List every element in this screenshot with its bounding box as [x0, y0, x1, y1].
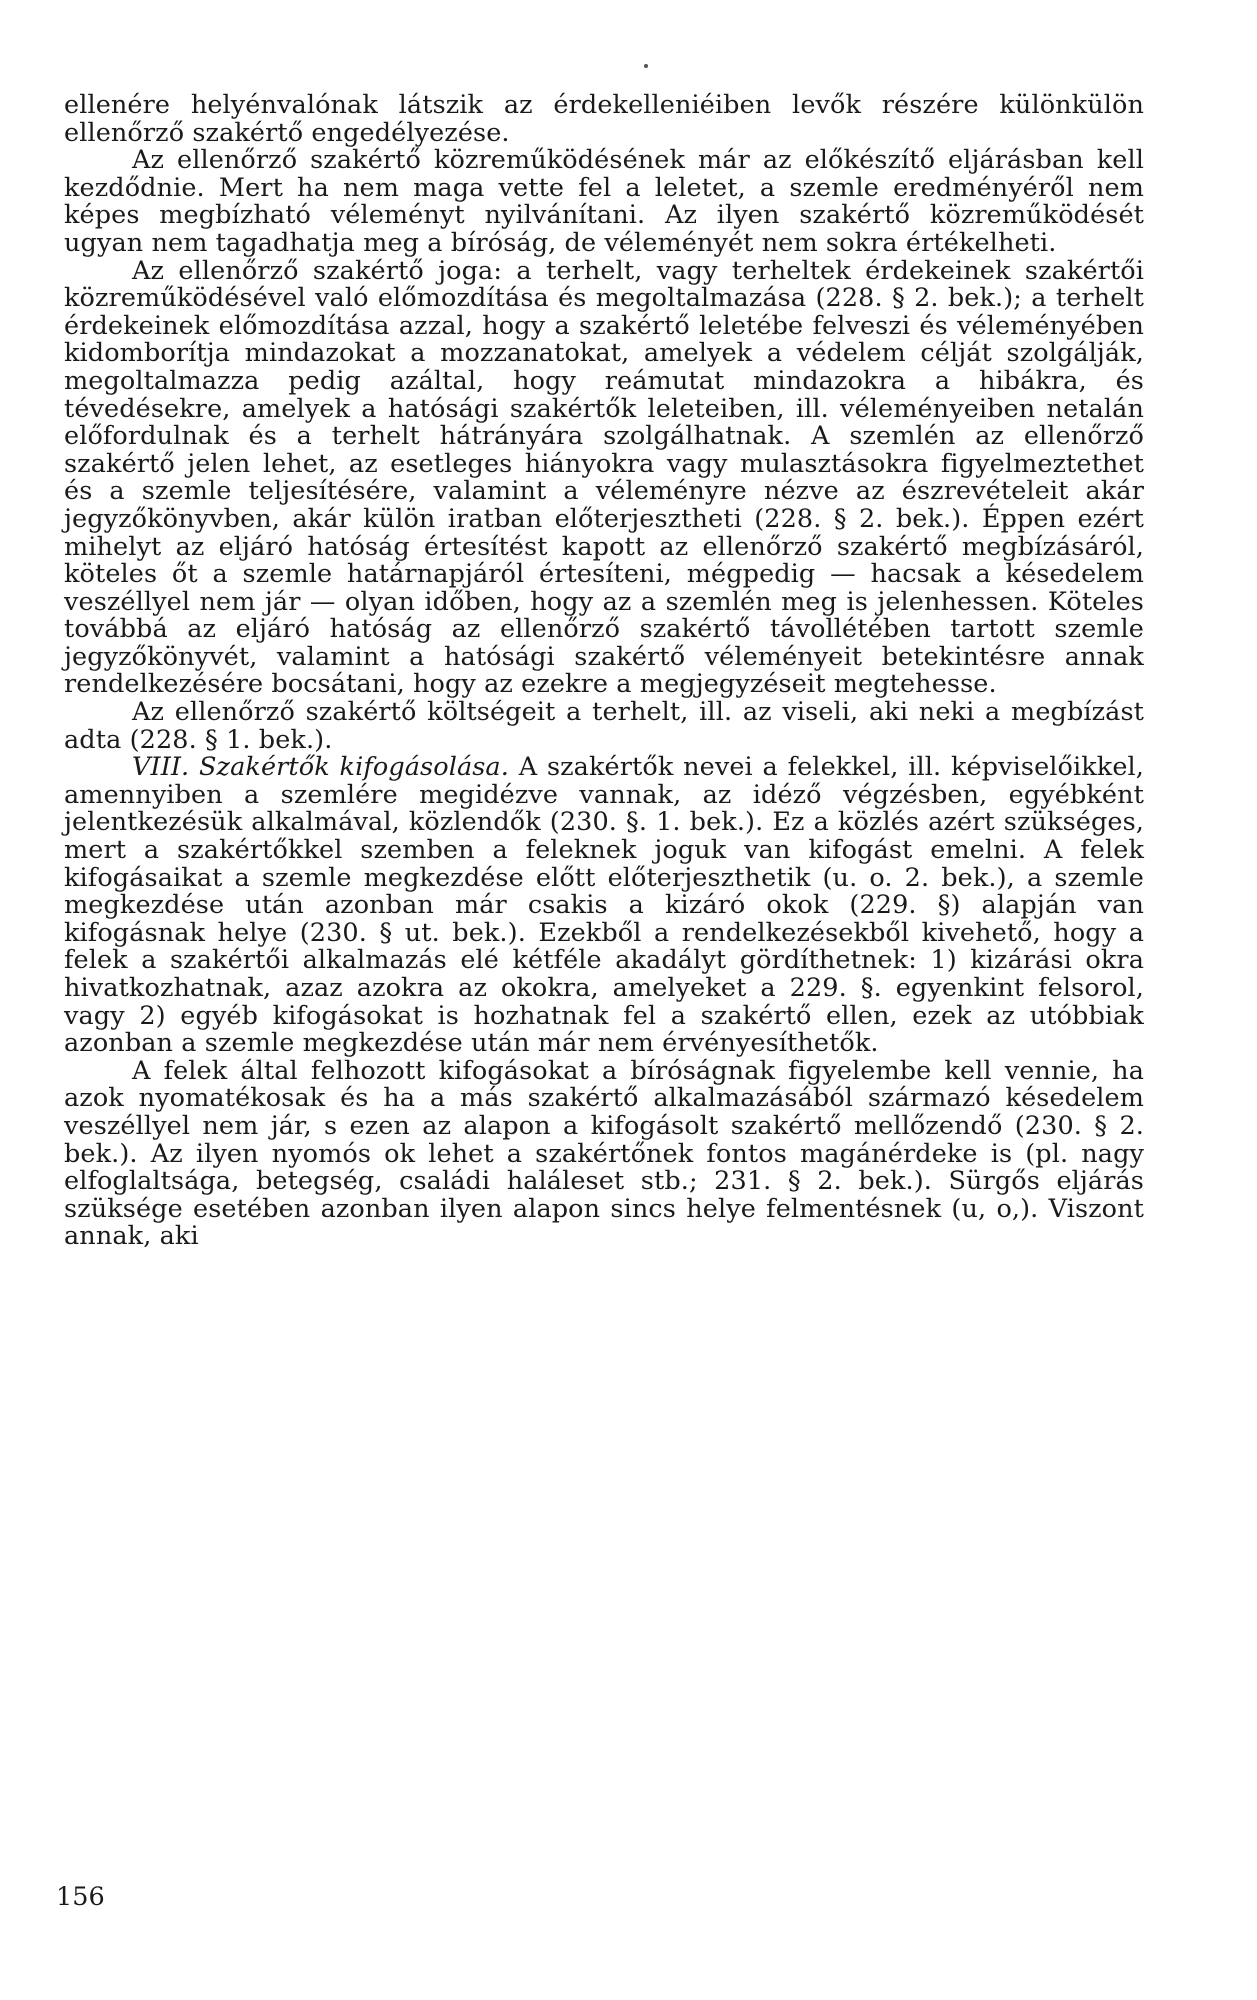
paragraph-text: Az ellenőrző szakértő joga: a terhelt, vagy terheltek érdekeinek szakértői közreműködésével való előmozdítása és megoltalmazása (228. § 2. bek.); a terhelt érdekeinek előmozdítása azzal, hogy a szakértő leletébe felveszi és véleményében kidomborítja mindazokat a mozzanatokat, amelyek a védelem célját szolgálják, megoltalmazza pedig azáltal, hogy reámutat mindazokra a hibákra, és tévedésekre, amelyek a hatósági szakértők leleteiben, ill. véleményeiben netalán előfordulnak és a terhelt hátrányára szolgálhatnak. A szemlén az ellenőrző szakértő jelen lehet, az esetleges hiányokra vagy mulasztásokra figyelmeztethet és a szemle teljesítésére, valamint a véleményre nézve az észrevételeit akár jegyzőkönyvben, akár külön iratban előterjesztheti (228. § 2. bek.). Éppen ezért mihelyt az eljáró hatóság értesítést kapott az ellenőrző szakértő megbízásáról, köteles őt a szemle határnapjáról értesíteni, mégpedig — hacsak a késedelem veszéllyel nem jár — olyan időben, hogy az a szemlén meg is jelenhessen. Köteles továbbá az eljáró hatóság az ellenőrző szakértő távollétében tartott szemle jegyzőkönyvét, valamint a hatósági szakértő véleményeit betekintésre annak rendelkezésére bocsátani, hogy az ezekre a megjegyzéseit megtehesse.: [64, 255, 1144, 700]
paragraph-1: [64, 92, 1144, 147]
paragraph-text: A felek által felhozott kifogásokat a bíróságnak figyelembe kell vennie, ha azok nyomatékosak és ha a más szakértő alkalmazásából származó késedelem veszéllyel nem jár, s ezen az alapon a kifogásolt szakértő mellőzendő (230. § 2. bek.). Az ilyen nyomós ok lehet a szakértőnek fontos magánérdeke is (pl. nagy elfoglaltsága, betegség, családi haláleset stb.; 231. § 2. bek.). Sürgős eljárás szüksége esetében azonban ilyen alapon sincs helye felmentésnek (u, o,). Viszont annak, aki: [64, 1055, 1144, 1252]
paragraph-3: [64, 255, 1144, 700]
paragraph-4: [64, 699, 1144, 754]
paragraph-text: ellenére helyénvalónak látszik az érdekelleniéiben levők részére különkülön ellenőrző szakértő engedélyezése.: [64, 90, 1144, 148]
paragraph-5: [64, 754, 1144, 1058]
page-number: 156: [56, 1882, 105, 1912]
paragraph-6: [64, 1055, 1144, 1252]
section-heading: VIII. Szakértők kifogásolása.: [132, 752, 509, 783]
page-body: [64, 92, 1144, 1251]
print-speck: [644, 64, 648, 68]
paragraph-text: A szakértők nevei a felekkel, ill. képviselőikkel, amennyiben a szemlére megidézve vannak, az idéző végzésben, egyébként jelentkezésük alkalmával, közlendők (230. §. 1. bek.). Ez a közlés azért szükséges, mert a szakértőkkel szemben a feleknek joguk van kifogást emelni. A felek kifogásaikat a szemle megkezdése előtt előterjeszthetik (u. o. 2. bek.), a szemle megkezdése után azonban már csakis a kizáró okok (229. §) alapján van kifogásnak helye (230. § ut. bek.). Ezekből a rendelkezésekből kivehető, hogy a felek a szakértői alkalmazás elé kétféle akadályt gördíthetnek: 1) kizárási okra hivatkozhatnak, azaz azokra az okokra, amelyeket a 229. §. egyenkint felsorol, vagy 2) egyéb kifogásokat is hozhatnak fel a szakértő ellen, ezek az utóbbiak azonban a szemle megkezdése után már nem érvényesíthetők.: [64, 752, 1145, 1059]
paragraph-2: [64, 147, 1144, 257]
paragraph-text: Az ellenőrző szakértő közreműködésének már az előkészítő eljárásban kell kezdődnie. Mert ha nem maga vette fel a leletet, a szemle eredményéről nem képes megbízható véleményt nyilvánítani. Az ilyen szakértő közreműködését ugyan nem tagadhatja meg a bíróság, de véleményét nem sokra értékelheti.: [64, 145, 1144, 258]
paragraph-text: Az ellenőrző szakértő költségeit a terhelt, ill. az viseli, aki neki a megbízást adta (228. § 1. bek.).: [64, 697, 1144, 755]
